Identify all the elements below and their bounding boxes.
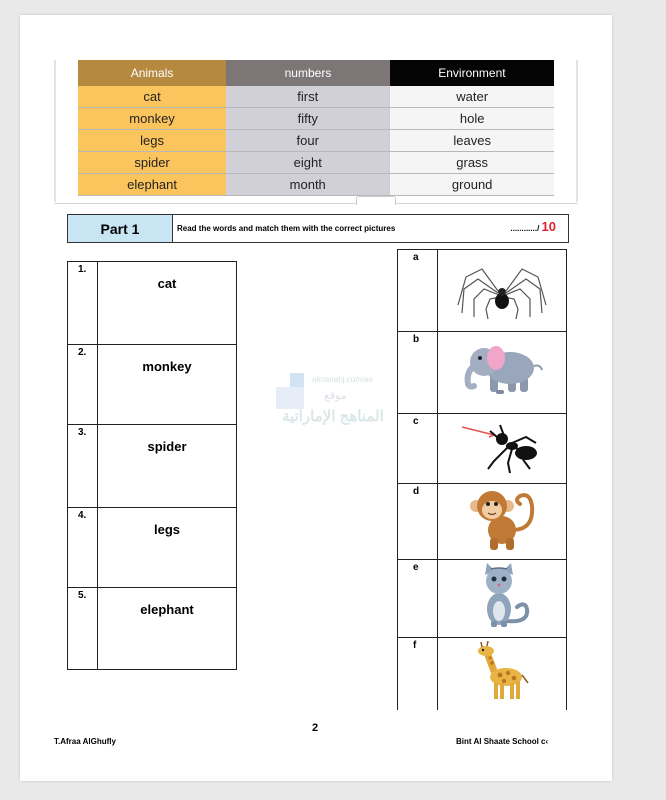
table-row (78, 108, 554, 130)
picture-row (398, 332, 567, 414)
cell-environment: leaves (390, 130, 554, 152)
word-number: 4. (68, 508, 98, 588)
picture-cell (438, 250, 567, 332)
left-margin-bar (54, 60, 56, 202)
page-separator-tab (356, 196, 396, 205)
score-blank: ............/ (510, 224, 540, 233)
word-number: 3. (68, 425, 98, 508)
elephant-picture (460, 340, 544, 400)
table-row (78, 130, 554, 152)
picture-letter: b (398, 332, 438, 414)
picture-cell (438, 414, 567, 484)
cell-animal: cat (78, 86, 226, 108)
cell-number: fifty (226, 108, 390, 130)
cell-number: first (226, 86, 390, 108)
giraffe-picture (472, 641, 532, 701)
cell-environment: water (390, 86, 554, 108)
word-number: 5. (68, 588, 98, 670)
header-environment: Environment (390, 60, 554, 86)
picture-cell (438, 484, 567, 560)
word-row (68, 345, 237, 425)
part-header (67, 214, 569, 243)
header-numbers: numbers (226, 60, 390, 86)
picture-row (398, 250, 567, 332)
page-number: 2 (312, 722, 319, 734)
worksheet-page (20, 15, 612, 781)
cell-number: month (226, 174, 390, 196)
picture-cell (438, 638, 567, 710)
ant-picture (460, 417, 544, 475)
right-margin-bar (576, 60, 578, 202)
part-instruction-cell (173, 215, 568, 242)
spider-picture (452, 255, 552, 321)
cell-environment: hole (390, 108, 554, 130)
picture-cell (438, 560, 567, 638)
table-row (78, 174, 554, 196)
word-text: cat (98, 262, 237, 345)
watermark-text-line2: المناهج الإماراتية (282, 408, 384, 425)
picture-letter: c (398, 414, 438, 484)
part-instruction: Read the words and match them with the correct pictures (177, 224, 396, 233)
cell-environment: ground (390, 174, 554, 196)
picture-row (398, 414, 567, 484)
word-row (68, 588, 237, 670)
picture-letter: f (398, 638, 438, 710)
header-animals: Animals (78, 60, 226, 86)
word-text: monkey (98, 345, 237, 425)
picture-letter: d (398, 484, 438, 560)
picture-row (398, 484, 567, 560)
vocabulary-table (78, 60, 554, 196)
cell-environment: grass (390, 152, 554, 174)
word-row (68, 262, 237, 345)
picture-row (398, 638, 567, 710)
word-text: spider (98, 425, 237, 508)
word-row (68, 425, 237, 508)
school-name: Bint Al Shaate School c‹ (456, 737, 549, 746)
monkey-picture (462, 486, 542, 552)
table-row (78, 86, 554, 108)
picture-cell (438, 332, 567, 414)
cell-animal: monkey (78, 108, 226, 130)
word-row (68, 508, 237, 588)
cell-animal: spider (78, 152, 226, 174)
table-row (78, 152, 554, 174)
teacher-name: T.Afraa AlGhufly (54, 737, 116, 746)
part-label: Part 1 (68, 215, 173, 242)
watermark (276, 373, 396, 443)
score-total: 10 (541, 219, 556, 234)
cat-picture (467, 563, 537, 629)
watermark-logo-square (290, 373, 304, 387)
word-number: 1. (68, 262, 98, 345)
pictures-table (397, 249, 567, 710)
picture-letter: e (398, 560, 438, 638)
cell-number: eight (226, 152, 390, 174)
vocabulary-header-row (78, 60, 554, 86)
word-text: elephant (98, 588, 237, 670)
page-separator (54, 203, 578, 204)
words-table (67, 261, 237, 670)
watermark-url: almanahj.com/ae (312, 375, 373, 384)
picture-row (398, 560, 567, 638)
picture-letter: a (398, 250, 438, 332)
watermark-text-line1: موقع (324, 390, 347, 402)
cell-animal: elephant (78, 174, 226, 196)
cell-animal: legs (78, 130, 226, 152)
word-text: legs (98, 508, 237, 588)
watermark-logo-block (276, 387, 304, 409)
cell-number: four (226, 130, 390, 152)
word-number: 2. (68, 345, 98, 425)
part-score (510, 219, 556, 234)
